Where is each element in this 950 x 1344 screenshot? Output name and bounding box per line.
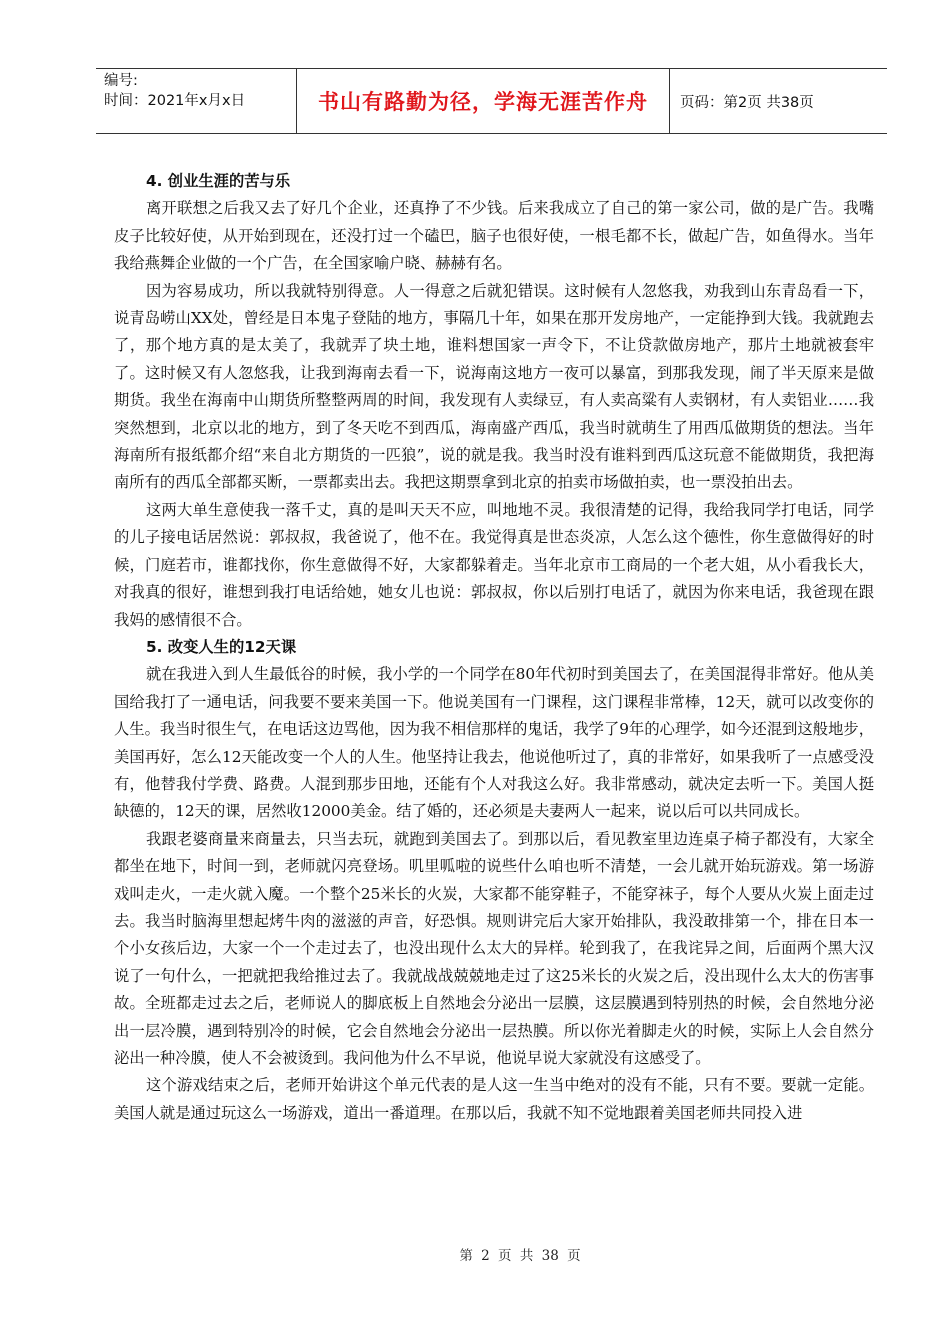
date-text: 时间：2021年x月x日 (104, 93, 246, 109)
paragraph: 就在我进入到人生最低谷的时候，我小学的一个同学在80年代初时到美国去了，在美国混得非常好。他从美国给我打了一通电话，问我要不要来美国一下。他说美国有一门课程，这门课程非常棒，12天，就可以改变你的人生。我当时很生气，在电话这边骂他，因为我不相信那样的鬼话，我学了9年的心理学，如今还混到这般地步，美国再好，怎么12天能改变一个人的人生。他坚持让我去，他说他听过了，真的非常好，如果我听了一点感受没有，他替我付学费、路费。人混到那步田地，还能有个人对我这么好。我非常感动，就决定去听一下。美国人挺缺德的，12天的课，居然收12000美金。结了婚的，还必须是夫妻两人一起来，说以后可以共同成长。 (114, 665, 874, 821)
serial-number-label: 编号: (104, 73, 138, 89)
paragraph: 因为容易成功，所以我就特别得意。人一得意之后就犯错误。这时候有人忽悠我，劝我到山东青岛看一下，说青岛崂山XX处，曾经是日本鬼子登陆的地方，事隔几十年，如果在那开发房地产，一定能挣到大钱。我就跑去了，那个地方真的是太美了，我就弄了块土地，谁料想国家一声令下，不让贷款做房地产，那片土地就被套牢了。这时候又有人忽悠我，让我到海南去看一下，说海南这地方一夜可以暴富，到那我发现，闹了半天原来是做期货。我坐在海南中山期货所整整两周的时间，我发现有人卖绿豆，有人卖高粱有人卖钢材，有人卖铝业……我突然想到，北京以北的地方，到了冬天吃不到西瓜，海南盛产西瓜，我当时就萌生了用西瓜做期货的想法。当年海南所有报纸都介绍“来自北方期货的一匹狼”，说的就是我。我当时没有谁料到西瓜这玩意不能做期货，我把海南所有的西瓜全部都买断，一票都卖出去。我把这期票拿到北京的拍卖市场做拍卖，也一票没拍出去。 (114, 281, 874, 492)
page-header (96, 68, 887, 134)
section-heading: 5. 改变人生的12天课 (146, 637, 297, 656)
paragraph: 这两大单生意使我一落千丈，真的是叫天天不应，叫地地不灵。我很清楚的记得，我给我同学打电话，同学的儿子接电话居然说：郭叔叔，我爸说了，他不在。我觉得真是世态炎凉，人怎么这个德性，你生意做得好的时候，门庭若市，谁都找你，你生意做得不好，大家都躲着走。当年北京市工商局的一个老大姐，从小看我长大，对我真的很好，谁想到我打电话给她，她女儿也说：郭叔叔，你以后别打电话了，就因为你来电话，我爸现在跟我妈的感情很不合。 (114, 500, 874, 629)
paragraph: 这个游戏结束之后，老师开始讲这个单元代表的是人这一生当中绝对的没有不能，只有不要。要就一定能。美国人就是通过玩这么一场游戏，道出一番道理。在那以后，我就不知不觉地跟着美国老师共同投入进 (114, 1076, 874, 1122)
header-page-code: 页码：第2页 共38页 (680, 94, 814, 111)
paragraph: 我跟老婆商量来商量去，只当去玩，就跑到美国去了。到那以后，看见教室里边连桌子椅子都没有，大家全都坐在地下，时间一到，老师就闪亮登场。叽里呱啦的说些什么咱也听不清楚，一会儿就开始玩游戏。第一场游戏叫走火，一走火就入魔。一个整个25米长的火炭，大家都不能穿鞋子，不能穿袜子，每个人要从火炭上面走过去。我当时脑海里想起烤牛肉的滋滋的声音，好恐惧。规则讲完后大家开始排队，我没敢排第一个，排在日本一个小女孩后边，大家一个一个走过去了，也没出现什么太大的异样。轮到我了，在我诧异之间，后面两个黑大汉说了一句什么，一把就把我给推过去了。我就战战兢兢地走过了这25米长的火炭之后，没出现什么太大的伤害事故。全班都走过去之后，老师说人的脚底板上自然地会分泌出一层膜，这层膜遇到特别热的时候，会自然地分泌出一层冷膜，遇到特别冷的时候，它会自然地会分泌出一层热膜。所以你光着脚走火的时候，实际上人会自然分泌出一种冷膜，使人不会被烫到。我问他为什么不早说，他说早说大家就没有这感受了。 (114, 829, 874, 1067)
document-body (114, 170, 874, 1127)
header-motto: 书山有路勤为径，学海无涯苦作舟 (297, 69, 670, 133)
header-meta (96, 69, 297, 133)
section-heading: 4. 创业生涯的苦与乐 (146, 172, 291, 190)
paragraph: 离开联想之后我又去了好几个企业，还真挣了不少钱。后来我成立了自己的第一家公司，做的是广告。我嘴皮子比较好使，从开始到现在，还没打过一个磕巴，脑子也很好使，一根毛都不长，做起广告，如鱼得水。当年我给燕舞企业做的一个广告，在全国家喻户晓、赫赫有名。 (114, 199, 874, 273)
page-footer: 第 2 页 共 38 页 (459, 1248, 581, 1264)
